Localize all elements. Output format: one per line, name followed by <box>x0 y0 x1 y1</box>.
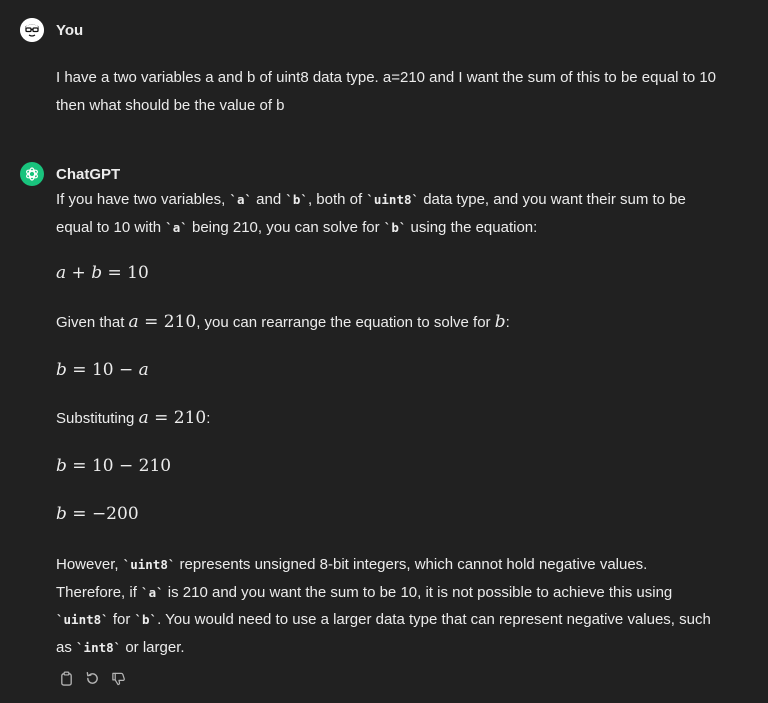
however-line-3 <box>56 606 752 634</box>
inline-code-b: `b` <box>383 219 407 235</box>
regenerate-icon <box>85 671 100 686</box>
given-text: Given that <box>56 314 129 331</box>
math-var-b: b <box>56 360 67 380</box>
math-op: = 210 <box>148 408 207 428</box>
however-line-1 <box>56 551 752 579</box>
user-message-line-1: I have a two variables a and b of uint8 data type. a=210 and I want the sum of this to be equal to 10 <box>56 69 717 86</box>
user-message-text <box>56 64 752 119</box>
assistant-author-name: ChatGPT <box>56 165 121 183</box>
user-avatar-icon <box>20 18 44 42</box>
user-author-name: You <box>56 21 84 39</box>
substituting-paragraph <box>56 405 752 433</box>
user-message-header <box>20 18 83 42</box>
thumbs-down-button[interactable] <box>110 670 126 686</box>
user-message-line-2: then what should be the value of b <box>56 96 285 114</box>
subst-text: : <box>206 410 211 427</box>
math-var-b: b <box>56 504 67 524</box>
equation-a-plus-b <box>56 260 752 288</box>
message-actions <box>58 670 126 686</box>
inline-code-a: `a` <box>165 219 188 235</box>
however-text: represents unsigned 8-bit integers, which cannot hold negative values. <box>175 556 648 573</box>
given-text: : <box>505 314 510 331</box>
however-text: as <box>56 638 77 656</box>
thumbs-down-icon <box>111 671 126 686</box>
however-paragraph <box>56 551 752 661</box>
user-avatar <box>20 18 44 42</box>
inline-code-b: `b` <box>134 612 158 627</box>
intro-text: , both of <box>307 191 367 208</box>
equation-b-equals-10-minus-210 <box>56 453 752 481</box>
math-op: = 210 <box>138 312 197 332</box>
math-var-b: b <box>91 263 103 283</box>
copy-button[interactable] <box>58 670 74 686</box>
however-text: for <box>108 611 135 628</box>
math-var-a: a <box>128 312 139 332</box>
however-line-2 <box>56 579 752 607</box>
intro-line-2 <box>56 214 752 242</box>
math-op: = 10 − 210 <box>66 456 172 476</box>
intro-text: using the equation: <box>406 218 538 236</box>
inline-code-int8: `int8` <box>76 639 122 655</box>
intro-text: and <box>252 191 286 208</box>
inline-code-uint8: `uint8` <box>56 612 109 627</box>
intro-line-1 <box>56 186 752 214</box>
however-text: . You would need to use a larger data type that can represent negative values, such <box>157 611 711 628</box>
math-var-b: b <box>494 312 506 332</box>
assistant-avatar <box>20 162 44 186</box>
math-var-a: a <box>56 263 67 283</box>
intro-text: equal to 10 with <box>56 218 166 236</box>
inline-code-a: `a` <box>229 192 253 207</box>
however-text: or larger. <box>121 638 185 656</box>
inline-code-uint8: `uint8` <box>366 192 420 207</box>
openai-logo-icon <box>24 166 40 182</box>
however-text: is 210 and you want the sum to be 10, it is not possible to achieve this using <box>163 583 673 601</box>
assistant-message-header <box>20 162 120 186</box>
intro-text: If you have two variables, <box>56 191 230 208</box>
math-var-a: a <box>138 408 149 428</box>
given-text: , you can rearrange the equation to solve for <box>196 314 495 331</box>
regenerate-button[interactable] <box>84 670 100 686</box>
equation-b-equals-10-minus-a <box>56 357 752 385</box>
copy-icon <box>59 671 74 686</box>
equation-b-equals-minus-200 <box>56 501 752 529</box>
intro-text: being 210, you can solve for <box>187 218 384 236</box>
math-op: = 10 <box>102 263 149 283</box>
inline-code-a: `a` <box>141 584 164 600</box>
inline-code-uint8: `uint8` <box>122 557 176 572</box>
however-line-4 <box>56 634 752 662</box>
however-text: However, <box>56 556 123 573</box>
subst-text: Substituting <box>56 410 139 427</box>
intro-text: data type, and you want their sum to be <box>419 191 686 208</box>
however-text: Therefore, if <box>56 583 142 601</box>
math-op: + <box>66 263 92 283</box>
math-var-b: b <box>56 456 67 476</box>
inline-code-b: `b` <box>285 192 308 207</box>
given-paragraph <box>56 309 752 337</box>
math-op: = −200 <box>66 504 139 524</box>
math-var-a: a <box>138 360 149 380</box>
math-op: = 10 − <box>66 360 139 380</box>
assistant-intro-paragraph <box>56 186 752 241</box>
